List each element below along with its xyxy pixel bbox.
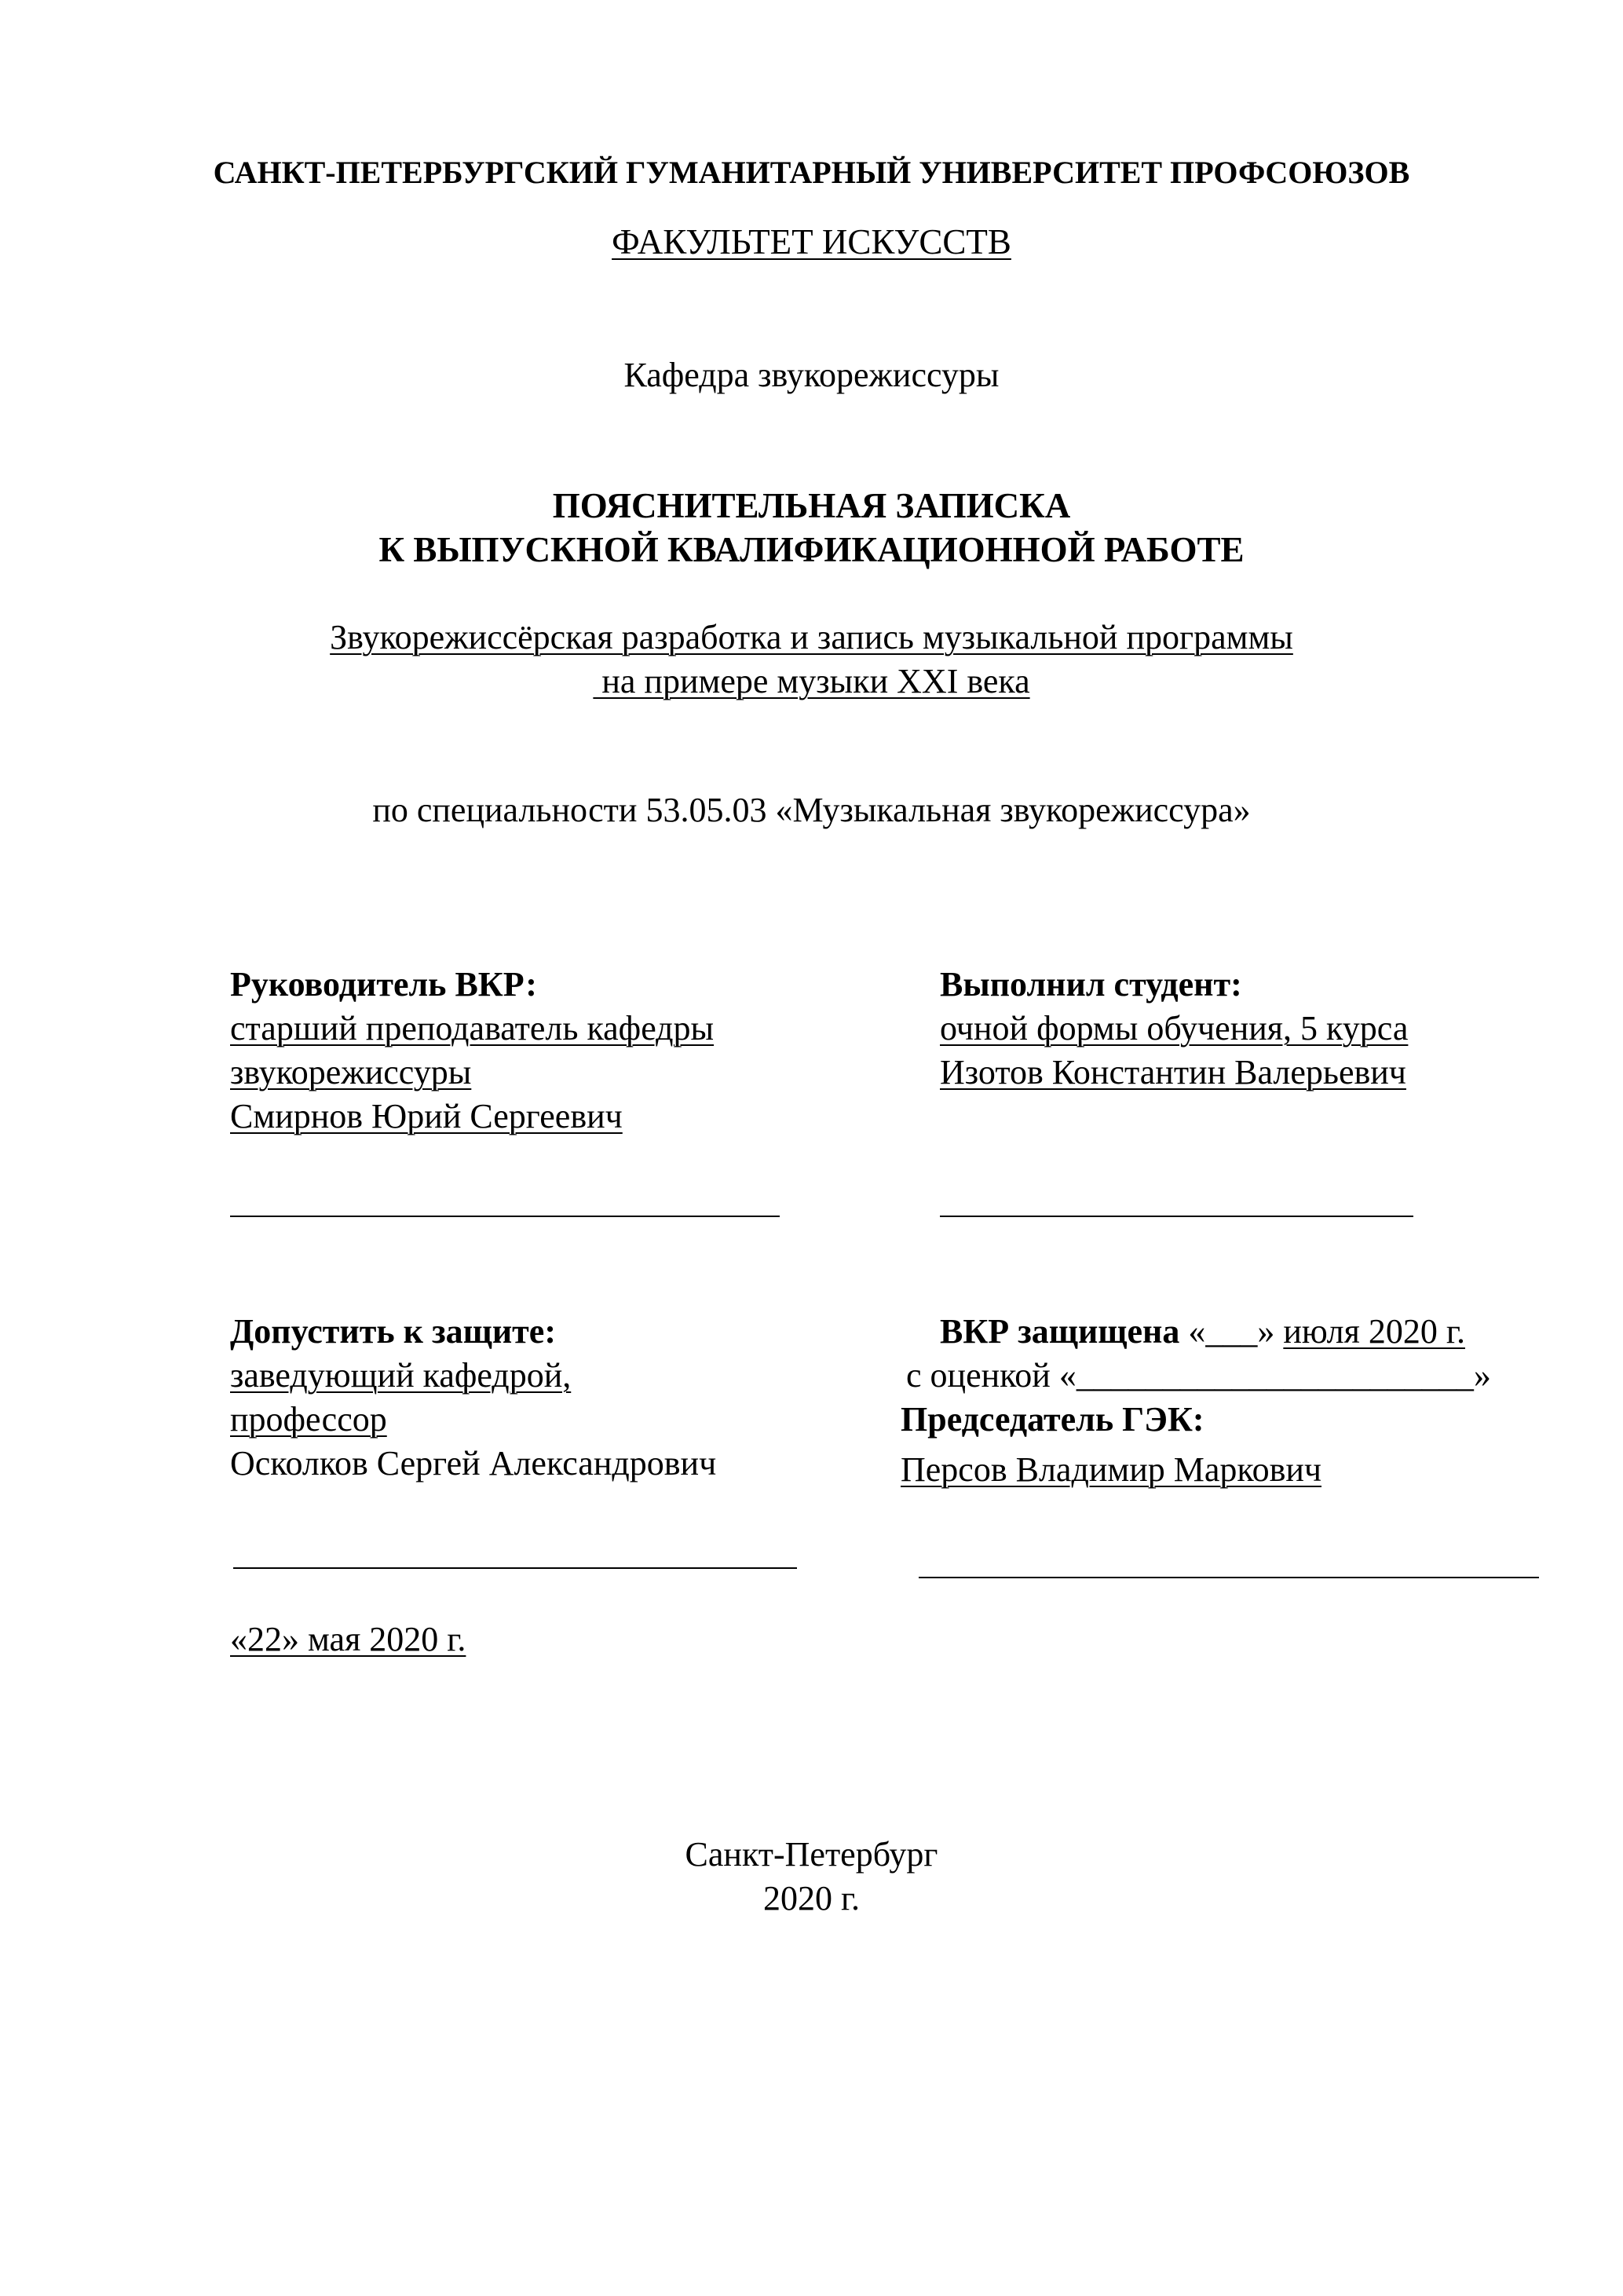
supervisor-signature-line [230, 1216, 780, 1217]
supervisor-position-2: звукорежиссуры [230, 1053, 472, 1091]
student-heading: Выполнил студент: [940, 965, 1242, 1004]
topic-text-2: на примере музыки XXI века [593, 662, 1030, 700]
chair-name: Персов Владимир Маркович [901, 1450, 1322, 1489]
topic-line1 [0, 617, 1623, 657]
defense-open-quote: « [1179, 1312, 1206, 1351]
admit-date: «22» мая 2020 г. [230, 1620, 466, 1658]
footer-city: Санкт-Петербург [685, 1835, 938, 1874]
document-title-line1: ПОЯСНИТЕЛЬНАЯ ЗАПИСКА [552, 486, 1071, 525]
university-name: САНКТ-ПЕТЕРБУРГСКИЙ ГУМАНИТАРНЫЙ УНИВЕРСИТЕТ ПРОФСОЮЗОВ [213, 155, 1410, 190]
defense-line [940, 1311, 1465, 1351]
footer-year: 2020 г. [762, 1879, 861, 1918]
admit-position-2: профессор [230, 1400, 387, 1439]
supervisor-position-1: старший преподаватель кафедры [230, 1009, 715, 1047]
faculty-label: ФАКУЛЬТЕТ ИСКУССТВ [612, 222, 1011, 261]
supervisor-heading: Руководитель ВКР: [230, 965, 537, 1004]
student-signature-line [940, 1216, 1413, 1217]
grade-blank-1: _________ [1076, 1356, 1232, 1395]
faculty-name [0, 221, 1623, 262]
supervisor-name: Смирнов Юрий Сергеевич [230, 1097, 623, 1135]
chair-signature-line [919, 1577, 1539, 1578]
topic-text-1: Звукорежиссёрская разработка и запись музыкальной программы [330, 618, 1293, 656]
department-name: Кафедра звукорежиссуры [623, 356, 1000, 394]
student-name: Изотов Константин Валерьевич [940, 1053, 1406, 1091]
student-form: очной формы обучения, 5 курса [940, 1009, 1409, 1047]
specialty: по специальности 53.05.03 «Музыкальная звукорежиссура» [372, 791, 1251, 829]
defense-day-blank: ___ [1205, 1312, 1258, 1351]
grade-prefix: с оценкой « [906, 1356, 1077, 1395]
grade-line [906, 1355, 1491, 1395]
grade-suffix: » [1473, 1356, 1491, 1395]
grade-blank-2: ______________ [1231, 1356, 1474, 1395]
admit-position-1: заведующий кафедрой, [230, 1356, 572, 1395]
admit-signature-line [233, 1567, 797, 1569]
defense-close-quote: » [1257, 1312, 1284, 1351]
topic-line2 [0, 661, 1623, 701]
chair-heading: Председатель ГЭК: [901, 1400, 1204, 1439]
document-title-line2: К ВЫПУСКНОЙ КВАЛИФИКАЦИОННОЙ РАБОТЕ [378, 530, 1245, 569]
admit-heading: Допустить к защите: [230, 1312, 556, 1351]
defense-label: ВКР защищена [940, 1312, 1180, 1351]
defense-month-year: июля 2020 г. [1283, 1312, 1465, 1351]
admit-name: Осколков Сергей Александрович [230, 1444, 717, 1483]
